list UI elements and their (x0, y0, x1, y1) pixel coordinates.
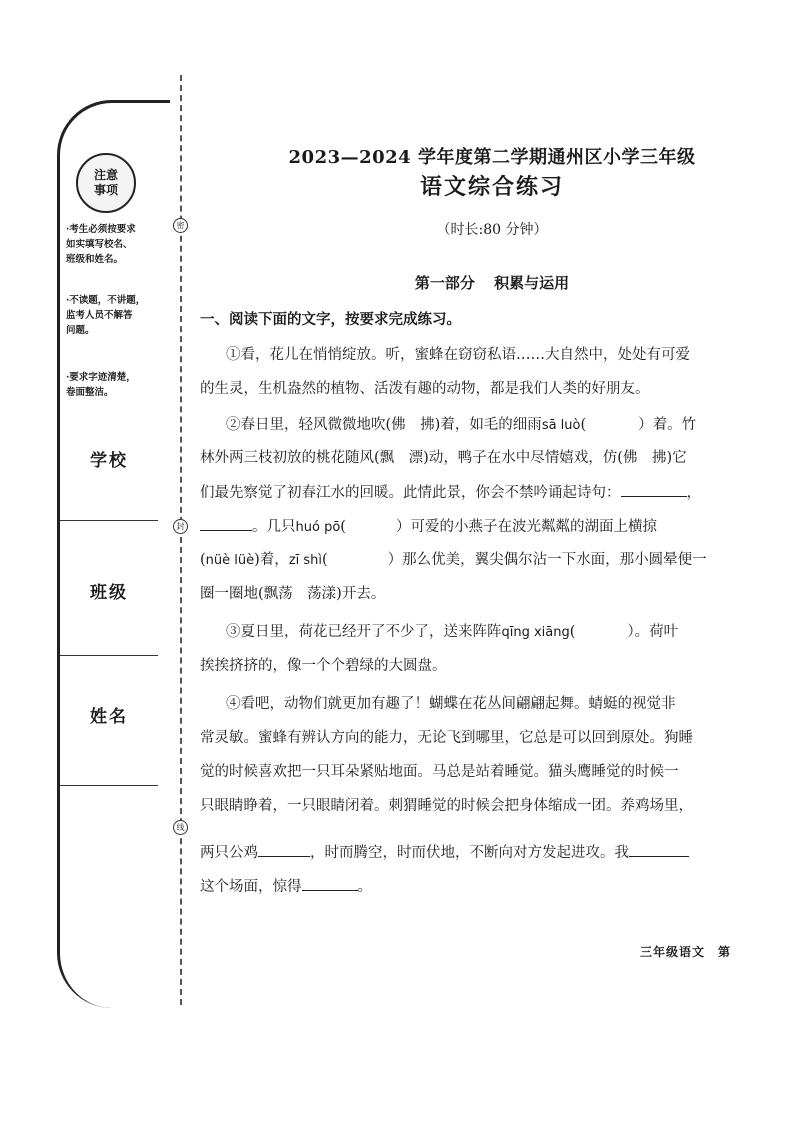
exam-title-line1: 2023—2024 学年度第二学期通州区小学三年级 (288, 147, 696, 168)
answer-blank-poem-1[interactable] (621, 482, 687, 497)
notice-badge-line1: 注意 (93, 168, 118, 182)
p2-text: 们最先察觉了初春江水的回暖。此情此景，你会不禁吟诵起诗句： (200, 485, 621, 501)
notice-item-3 (66, 370, 158, 400)
p2-text: ②春日里，轻风微微地吹(佛 拂)着，如毛的细雨 (226, 417, 542, 433)
answer-blank-rooster[interactable] (258, 842, 310, 857)
p3-line-2: 挨挨挤挤的，像一个个碧绿的大圆盘。 (200, 658, 447, 674)
notice-text-line: ·不读题，不讲题， (66, 295, 146, 306)
p2-line-3: 们最先察觉了初春江水的回暖。此情此景，你会不禁吟诵起诗句： ， (200, 482, 710, 503)
class-label: 班级 (90, 583, 128, 603)
school-label: 学校 (90, 451, 128, 471)
notice-text-line: 问题。 (66, 325, 95, 336)
p4-line-4: 只眼睛睁着，一只眼睛闭着。刺猬睡觉的时候会把身体缩成一团。养鸡场里， (200, 798, 693, 814)
p2-line-4: 。几只huó pō( ）可爱的小燕子在波光粼粼的湖面上横掠 (200, 516, 710, 538)
notice-badge-line2: 事项 (93, 183, 118, 197)
pinyin-huo-po: huó pō (295, 520, 341, 535)
p3-text: ③夏日里，荷花已经开了不少了，送来阵阵 (226, 624, 502, 640)
answer-blank-poem-2[interactable] (200, 516, 252, 531)
p4-text: 两只公鸡 (200, 845, 258, 861)
question-1-title: 一、阅读下面的文字，按要求完成练习。 (200, 311, 461, 328)
name-label: 姓名 (90, 707, 128, 727)
notice-badge (76, 153, 136, 213)
notice-text-line: ·考生必须按要求 (66, 224, 136, 235)
p3-text: ）。荷叶 (627, 624, 679, 640)
name-field[interactable] (60, 785, 158, 786)
notice-text-line: 班级和姓名。 (66, 254, 124, 265)
pinyin-nue-lue: nüè lüè (205, 553, 255, 568)
p2-text: 。几只 (252, 519, 296, 535)
cut-mark-3: 线 (173, 820, 188, 835)
cut-mark-2: 封 (173, 519, 188, 534)
cut-mark-1: 密 (173, 218, 188, 233)
p2-text: ）着。竹 (638, 417, 697, 433)
p1-line-2: 的生灵，生机盎然的植物、活泼有趣的动物，都是我们人类的好朋友。 (200, 381, 650, 397)
page-footer: 三年级语文 第 (640, 945, 732, 959)
notice-text-line: ·要求字迹清楚， (66, 372, 136, 383)
p2-text: ）可爱的小燕子在波光粼粼的湖面上横掠 (395, 519, 657, 535)
answer-blank-me[interactable] (629, 842, 689, 857)
pinyin-sa-luo: sā luò (541, 418, 581, 433)
pinyin-zi-shi: zī shì (288, 553, 323, 568)
p4-text: 。 (357, 879, 372, 895)
notice-text-line: 卷面整洁。 (66, 387, 114, 398)
p2-text: ）那么优美，翼尖偶尔沾一下水面，那小圆晕便一 (387, 552, 707, 568)
p4-text: ，时而腾空，时而伏地，不断向对方发起进攻。我 (310, 845, 629, 861)
p3-line-1: ③夏日里，荷花已经开了不少了，送来阵阵qīng xiāng( ）。荷叶 (226, 624, 679, 640)
p2-line-1: ②春日里，轻风微微地吹(佛 拂)着，如毛的细雨sā luò( ）着。竹 (226, 417, 697, 433)
pinyin-qing-xiang: qīng xiāng (501, 625, 570, 640)
notice-text-line: 监考人员不解答 (66, 310, 133, 321)
p2-line-5: (nüè lüè)着，zī shì( ）那么优美，翼尖偶尔沾一下水面，那小圆晕便一 (200, 552, 707, 568)
part-title: 第一部分 积累与运用 (414, 274, 570, 292)
p1-line-1: ①看，花儿在悄悄绽放。听，蜜蜂在窃窃私语……大自然中，处处有可爱 (226, 347, 690, 363)
exam-title-line2: 语文综合练习 (419, 174, 564, 200)
notice-item-2 (66, 293, 158, 338)
p4-text: 这个场面，惊得 (200, 879, 302, 895)
p2-line-2: 林外两三枝初放的桃花随风(飘 漂)动，鸭子在水中尽情嬉戏，仿(佛 拂)它 (200, 450, 687, 466)
exam-duration: （时长:80 分钟） (436, 222, 548, 238)
p4-line-3: 觉的时候喜欢把一只耳朵紧贴地面。马总是站着睡觉。猫头鹰睡觉的时候一 (200, 764, 679, 780)
p4-line-6 (200, 876, 710, 897)
notice-text-line: 如实填写校名、 (66, 239, 133, 250)
p4-line-2: 常灵敏。蜜蜂有辨认方向的能力，无论飞到哪里，它总是可以回到原处。狗睡 (200, 730, 693, 746)
seal-cut-line (180, 75, 182, 1005)
p4-line-5 (200, 842, 710, 863)
p2-line-6: 圈一圈地(飘荡 荡漾)开去。 (200, 586, 386, 602)
class-field[interactable] (60, 655, 158, 656)
answer-blank-surprised[interactable] (302, 876, 358, 891)
p4-line-1: ④看吧，动物们就更加有趣了！蝴蝶在花丛间翩翩起舞。蜻蜓的视觉非 (226, 696, 676, 712)
notice-item-1 (66, 222, 158, 267)
school-field[interactable] (60, 520, 158, 521)
